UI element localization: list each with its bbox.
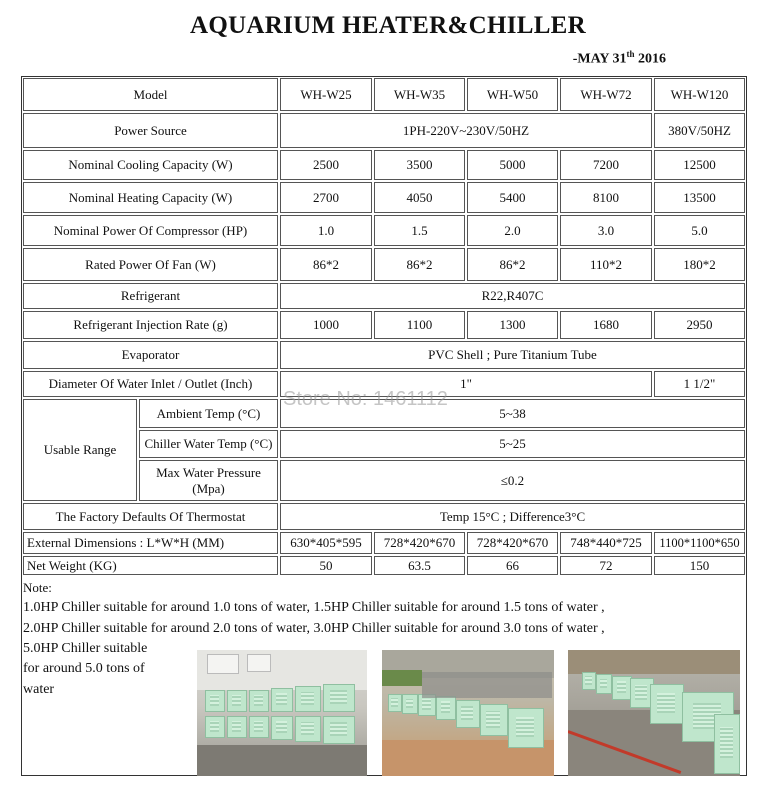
compressor-value: 1.0 (280, 215, 372, 246)
ambient-temp-label: Ambient Temp (°C) (139, 399, 278, 428)
dimensions-label: External Dimensions : L*W*H (MM) (23, 532, 278, 554)
note-line-3: 5.0HP Chiller suitable (23, 641, 148, 656)
cooling-value: 7200 (560, 150, 652, 180)
thermostat-value: Temp 15°C ; Difference3°C (280, 503, 745, 530)
heating-value: 13500 (654, 182, 745, 213)
compressor-label: Nominal Power Of Compressor (HP) (23, 215, 278, 246)
fan-value: 86*2 (467, 248, 558, 281)
heating-value: 4050 (374, 182, 465, 213)
heating-value: 2700 (280, 182, 372, 213)
evaporator-value: PVC Shell ; Pure Titanium Tube (280, 341, 745, 369)
max-water-pressure-label (139, 460, 278, 501)
header-model-3: WH-W50 (467, 78, 558, 111)
dimensions-value: 728*420*670 (374, 532, 465, 554)
injection-value: 1100 (374, 311, 465, 339)
chiller-water-temp-value: 5~25 (280, 430, 745, 458)
usable-range-label: Usable Range (23, 399, 137, 501)
fan-value: 86*2 (280, 248, 372, 281)
header-model-1: WH-W25 (280, 78, 372, 111)
document-title: AQUARIUM HEATER&CHILLER (189, 12, 587, 39)
cooling-value: 2500 (280, 150, 372, 180)
net-weight-value: 150 (654, 556, 745, 575)
note-line-2: 2.0HP Chiller suitable for around 2.0 tons of water, 3.0HP Chiller suitable for around 3.0 tons of water , (23, 621, 605, 636)
note-line-4: for around 5.0 tons of (23, 661, 145, 676)
compressor-value: 1.5 (374, 215, 465, 246)
header-model-2: WH-W35 (374, 78, 465, 111)
document-date: -MAY 31th 2016 (572, 49, 666, 67)
power-source-value: 1PH-220V~230V/50HZ (280, 113, 652, 148)
max-water-pressure-unit: (Mpa) (192, 480, 225, 496)
power-source-value-w120: 380V/50HZ (654, 113, 745, 148)
diameter-label: Diameter Of Water Inlet / Outlet (Inch) (23, 371, 278, 397)
net-weight-value: 72 (560, 556, 652, 575)
evaporator-label: Evaporator (23, 341, 278, 369)
compressor-value: 5.0 (654, 215, 745, 246)
header-model-5: WH-W120 (654, 78, 745, 111)
chiller-photo-2 (382, 650, 554, 776)
dimensions-value: 630*405*595 (280, 532, 372, 554)
injection-value: 1000 (280, 311, 372, 339)
injection-value: 2950 (654, 311, 745, 339)
diameter-value: 1" (280, 371, 652, 397)
compressor-value: 3.0 (560, 215, 652, 246)
max-water-pressure-text: Max Water Pressure (156, 464, 261, 480)
chiller-photo-1 (197, 650, 367, 776)
header-model-label: Model (23, 78, 278, 111)
chiller-water-temp-label: Chiller Water Temp (°C) (139, 430, 278, 458)
net-weight-label: Net Weight (KG) (23, 556, 278, 575)
cooling-value: 3500 (374, 150, 465, 180)
max-water-pressure-value: ≤0.2 (280, 460, 745, 501)
cooling-label: Nominal Cooling Capacity (W) (23, 150, 278, 180)
diameter-value-w120: 1 1/2" (654, 371, 745, 397)
cooling-value: 5000 (467, 150, 558, 180)
fan-value: 110*2 (560, 248, 652, 281)
dimensions-value: 1100*1100*650 (654, 532, 745, 554)
net-weight-value: 50 (280, 556, 372, 575)
dimensions-value: 748*440*725 (560, 532, 652, 554)
refrigerant-value: R22,R407C (280, 283, 745, 309)
cooling-value: 12500 (654, 150, 745, 180)
header-model-4: WH-W72 (560, 78, 652, 111)
fan-value: 180*2 (654, 248, 745, 281)
power-source-label: Power Source (23, 113, 278, 148)
note-line-1: 1.0HP Chiller suitable for around 1.0 tons of water, 1.5HP Chiller suitable for around 1.5 tons of water , (23, 600, 605, 615)
heating-value: 8100 (560, 182, 652, 213)
net-weight-value: 66 (467, 556, 558, 575)
dimensions-value: 728*420*670 (467, 532, 558, 554)
refrigerant-label: Refrigerant (23, 283, 278, 309)
net-weight-value: 63.5 (374, 556, 465, 575)
compressor-value: 2.0 (467, 215, 558, 246)
ambient-temp-value: 5~38 (280, 399, 745, 428)
injection-value: 1300 (467, 311, 558, 339)
note-line-5: water (23, 682, 55, 697)
heating-value: 5400 (467, 182, 558, 213)
thermostat-label: The Factory Defaults Of Thermostat (23, 503, 278, 530)
chiller-photo-3 (568, 650, 740, 776)
store-watermark: Store No: 1461112 (283, 388, 448, 410)
heating-label: Nominal Heating Capacity (W) (23, 182, 278, 213)
fan-value: 86*2 (374, 248, 465, 281)
injection-value: 1680 (560, 311, 652, 339)
injection-label: Refrigerant Injection Rate (g) (23, 311, 278, 339)
note-heading: Note: (23, 580, 52, 595)
fan-label: Rated Power Of Fan (W) (23, 248, 278, 281)
